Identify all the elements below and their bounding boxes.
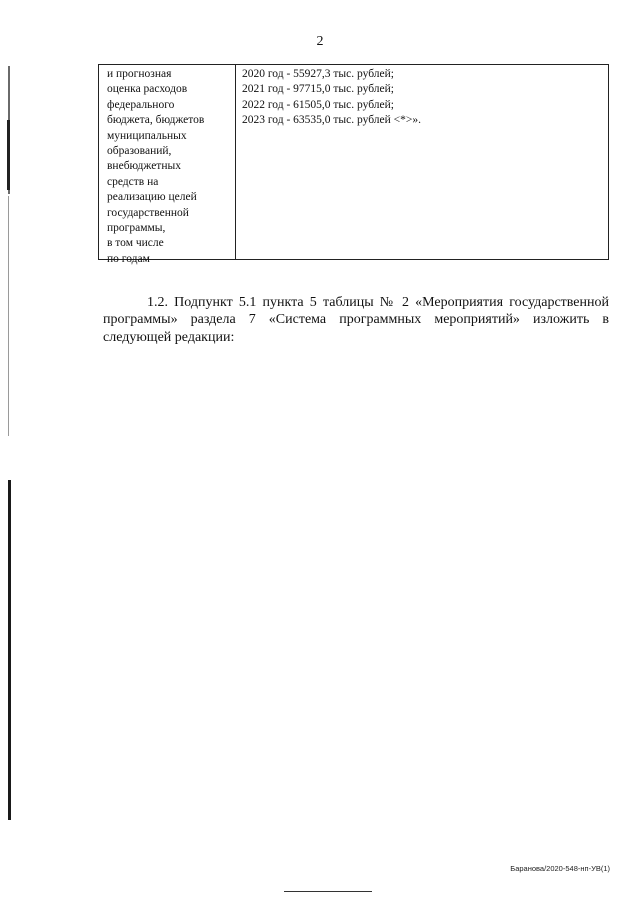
label-line: федерального	[107, 98, 175, 111]
amendment-paragraph: 1.2. Подпункт 5.1 пункта 5 таблицы № 2 «Мероприятия государственной программы» раздела 7 «Система программных мероприятий» изложить в следующей редакции:	[103, 295, 609, 345]
label-line: и прогнозная	[107, 68, 172, 80]
label-line: внебюджетных	[107, 160, 181, 173]
label-line: оценка расходов	[107, 83, 188, 96]
funding-table	[98, 64, 609, 265]
funding-year-value: 2022 год - 61505,0 тыс. рублей;	[242, 98, 394, 111]
scan-edge-mark	[8, 196, 9, 436]
label-line: реализацию целей	[107, 191, 197, 204]
scan-edge-mark	[7, 120, 10, 190]
label-line: государственной	[107, 206, 189, 219]
label-line: бюджета, бюджетов	[107, 114, 205, 127]
label-line: средств на	[107, 175, 159, 188]
label-line: образований,	[107, 145, 172, 158]
document-reference: Баранова/2020-548-нп-УВ(1)	[510, 864, 610, 873]
funding-label-cell	[99, 65, 236, 265]
funding-year-value: 2023 год - 63535,0 тыс. рублей <*>».	[242, 114, 421, 127]
page-number: 2	[316, 34, 324, 49]
label-line: программы,	[107, 222, 166, 235]
funding-year-value: 2021 год - 97715,0 тыс. рублей;	[242, 83, 394, 96]
funding-values-cell	[236, 65, 608, 259]
bottom-divider	[284, 891, 372, 892]
label-line: муниципальных	[107, 129, 187, 142]
label-line: в том числе	[107, 237, 164, 250]
label-line: по годам	[107, 252, 150, 265]
funding-year-value: 2020 год - 55927,3 тыс. рублей;	[242, 68, 394, 80]
scan-edge-mark	[8, 480, 11, 820]
